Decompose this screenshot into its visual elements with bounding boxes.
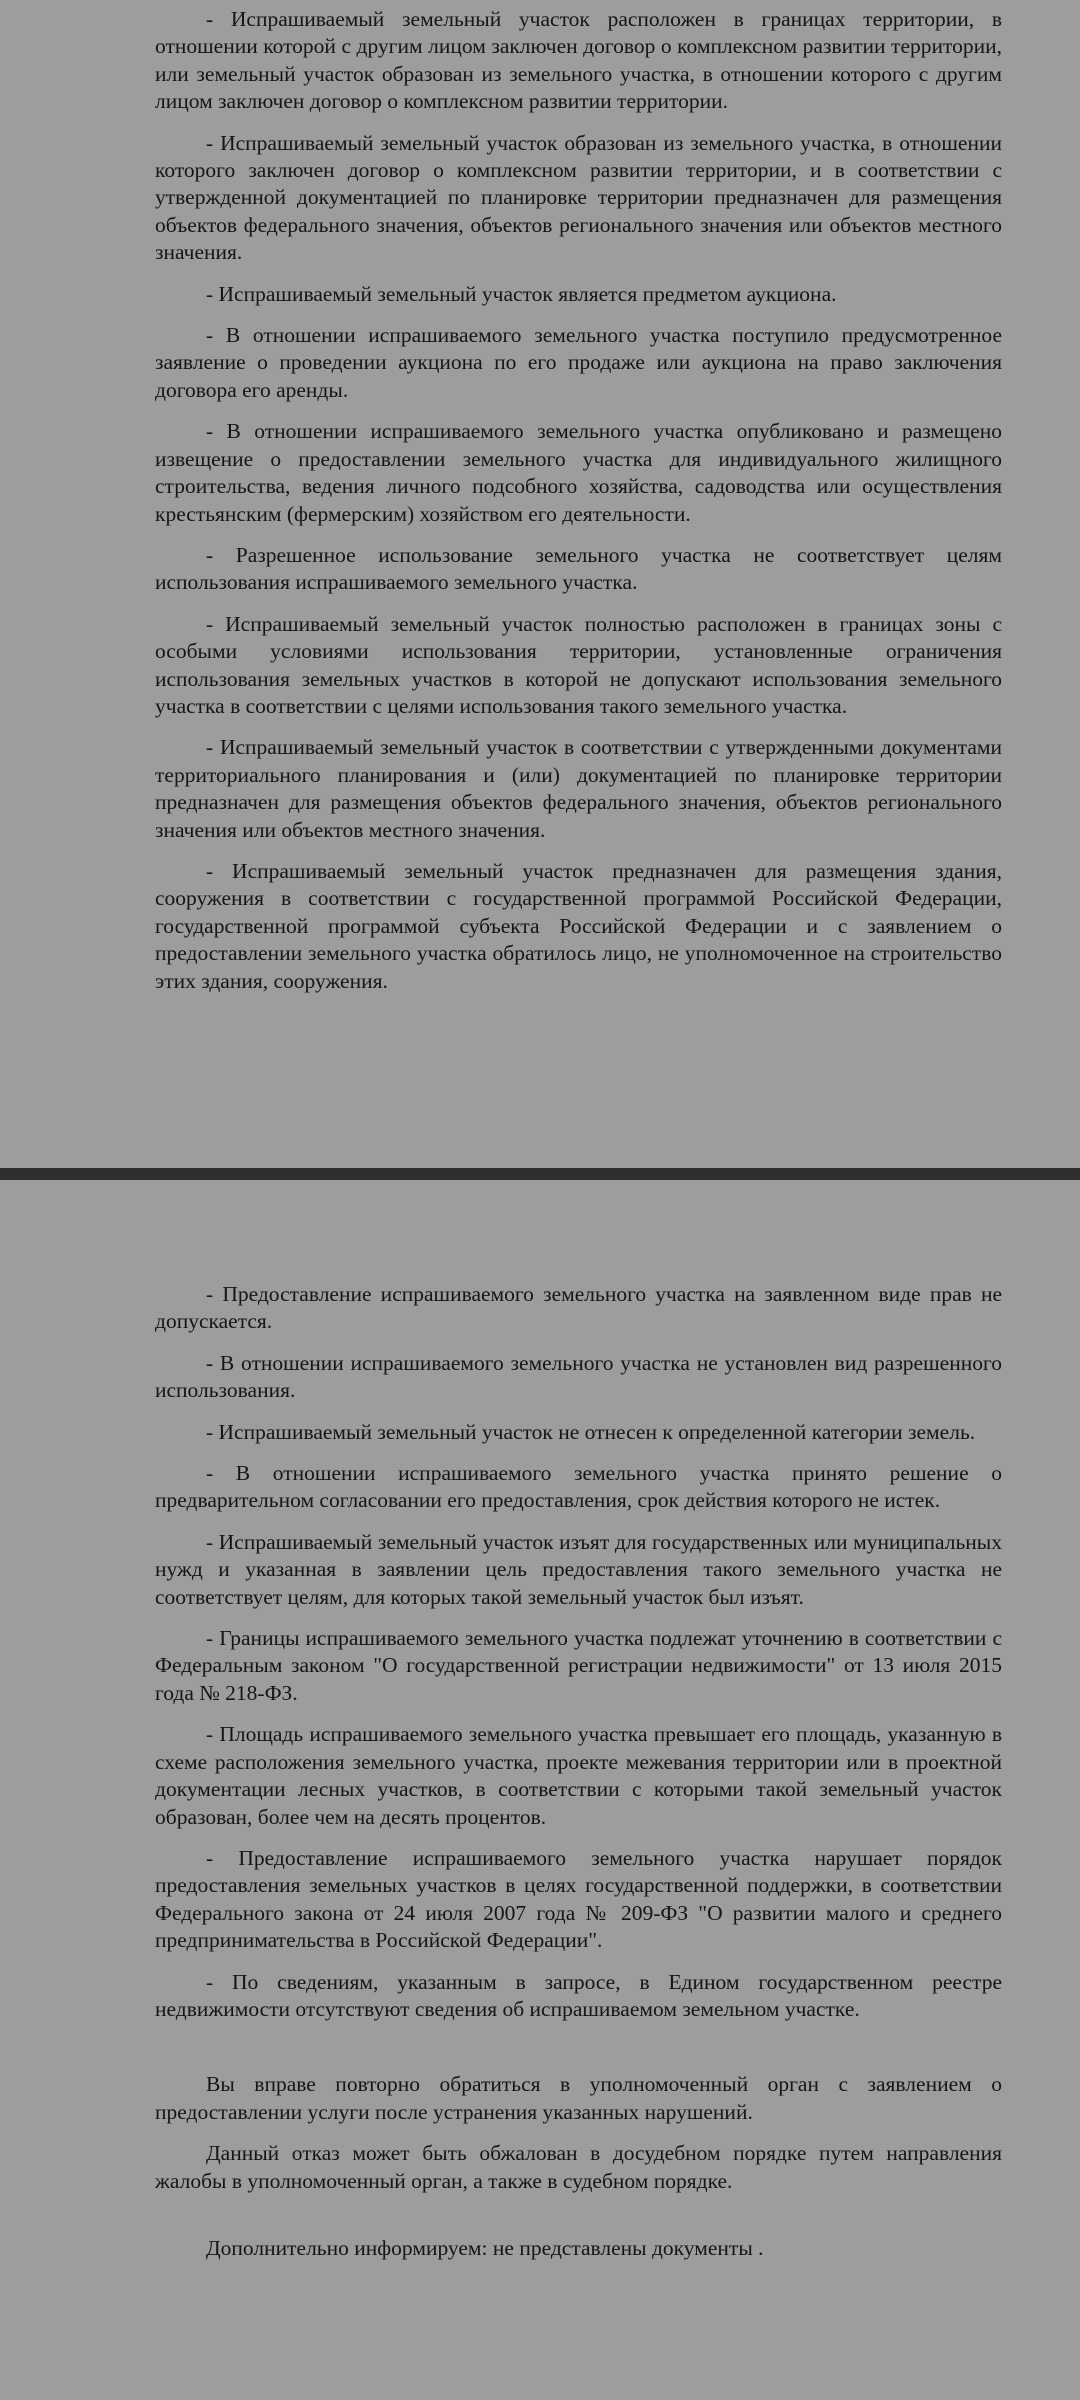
- refusal-reason-paragraph: - Испрашиваемый земельный участок в соответствии с утвержденными документами территориального планирования и (или) документацией по планировке территории предназначен для размещения объектов федерального значения, объектов регионального значения или объектов местного значения.: [155, 735, 1002, 842]
- document-page-2: [0, 1180, 1080, 2400]
- document-page-1: [0, 0, 1080, 1168]
- refusal-reason-paragraph: - Испрашиваемый земельный участок образован из земельного участка, в отношении которого заключен договор о комплексном развитии территории, и в соответствии с утвержденной документацией по планировке территории предназначен для размещения объектов федерального значения, объектов регионального значения или объектов местного значения.: [155, 130, 1002, 265]
- refusal-reason-paragraph: - Предоставление испрашиваемого земельного участка нарушает порядок предоставления земельных участков в целях государственной поддержки, в соответствии Федерального закона от 24 июля 2007 года № 209-ФЗ "О развитии малого и среднего предпринимательства в Российской Федерации".: [155, 1845, 1002, 1953]
- refusal-reason-paragraph: - Испрашиваемый земельный участок не отнесен к определенной категории земель.: [206, 1419, 976, 1444]
- appeal-notice: Данный отказ может быть обжалован в досудебном порядке путем направления жалобы в уполномоченный орган, а также в судебном порядке.: [155, 2141, 1002, 2193]
- refusal-reason-paragraph: - По сведениям, указанным в запросе, в Едином государственном реестре недвижимости отсутствуют сведения об испрашиваемом земельном участке.: [155, 1969, 1002, 2021]
- page-divider: [0, 1168, 1080, 1180]
- refusal-reason-paragraph: - Испрашиваемый земельный участок полностью расположен в границах зоны с особыми условиями использования территории, установленные ограничения использования земельных участков в которой не допускают использования земельного участка в соответствии с целями использования такого земельного участка.: [155, 611, 1002, 718]
- additional-info: Дополнительно информируем: не представлены документы .: [206, 2235, 764, 2260]
- refusal-reason-paragraph: - В отношении испрашиваемого земельного участка поступило предусмотренное заявление о проведении аукциона по его продаже или аукциона на право заключения договора его аренды.: [155, 323, 1002, 402]
- refusal-reason-paragraph: - В отношении испрашиваемого земельного участка не установлен вид разрешенного использования.: [155, 1350, 1002, 1403]
- refusal-reason-paragraph: - Площадь испрашиваемого земельного участка превышает его площадь, указанную в схеме расположения земельного участка, проекте межевания территории или в проектной документации лесных участков, в соответствии с которыми такой земельный участок образован, более чем на десять процентов.: [155, 1722, 1002, 1829]
- refusal-reason-paragraph: - Разрешенное использование земельного участка не соответствует целям использования испрашиваемого земельного участка.: [155, 542, 1002, 595]
- refusal-reason-paragraph: - Испрашиваемый земельный участок является предметом аукциона.: [206, 281, 837, 306]
- refusal-reason-paragraph: - Испрашиваемый земельный участок предназначен для размещения здания, сооружения в соответствии с государственной программой Российской Федерации, государственной программой субъекта Российской Федерации и с заявлением о предоставлении земельного участка обратилось лицо, не уполномоченное на строительство этих здания, сооружения.: [155, 858, 1002, 993]
- refusal-reason-paragraph: - Границы испрашиваемого земельного участка подлежат уточнению в соответствии с Федеральным законом "О государственной регистрации недвижимости" от 13 июля 2015 года № 218-ФЗ.: [155, 1626, 1002, 1705]
- refusal-reason-paragraph: - В отношении испрашиваемого земельного участка принято решение о предварительном согласовании его предоставления, срок действия которого не истек.: [155, 1461, 1002, 1513]
- refusal-reason-paragraph: - Испрашиваемый земельный участок изъят для государственных или муниципальных нужд и указанная в заявлении цель предоставления такого земельного участка не соответствует целям, для которых такой земельный участок был изъят.: [155, 1529, 1002, 1609]
- reapply-notice: Вы вправе повторно обратиться в уполномоченный орган с заявлением о предоставлении услуги после устранения указанных нарушений.: [155, 2072, 1002, 2124]
- refusal-reason-paragraph: - В отношении испрашиваемого земельного участка опубликовано и размещено извещение о предоставлении земельного участка для индивидуального жилищного строительства, ведения личного подсобного хозяйства, садоводства или осуществления крестьянским (фермерским) хозяйством его деятельности.: [155, 419, 1002, 526]
- refusal-reason-paragraph: - Испрашиваемый земельный участок расположен в границах территории, в отношении которой с другим лицом заключен договор о комплексном развитии территории, или земельный участок образован из земельного участка, в отношении которого с другим лицом заключен договор о комплексном развитии территории.: [155, 7, 1002, 114]
- refusal-reason-paragraph: - Предоставление испрашиваемого земельного участка на заявленном виде прав не допускается.: [155, 1282, 1002, 1334]
